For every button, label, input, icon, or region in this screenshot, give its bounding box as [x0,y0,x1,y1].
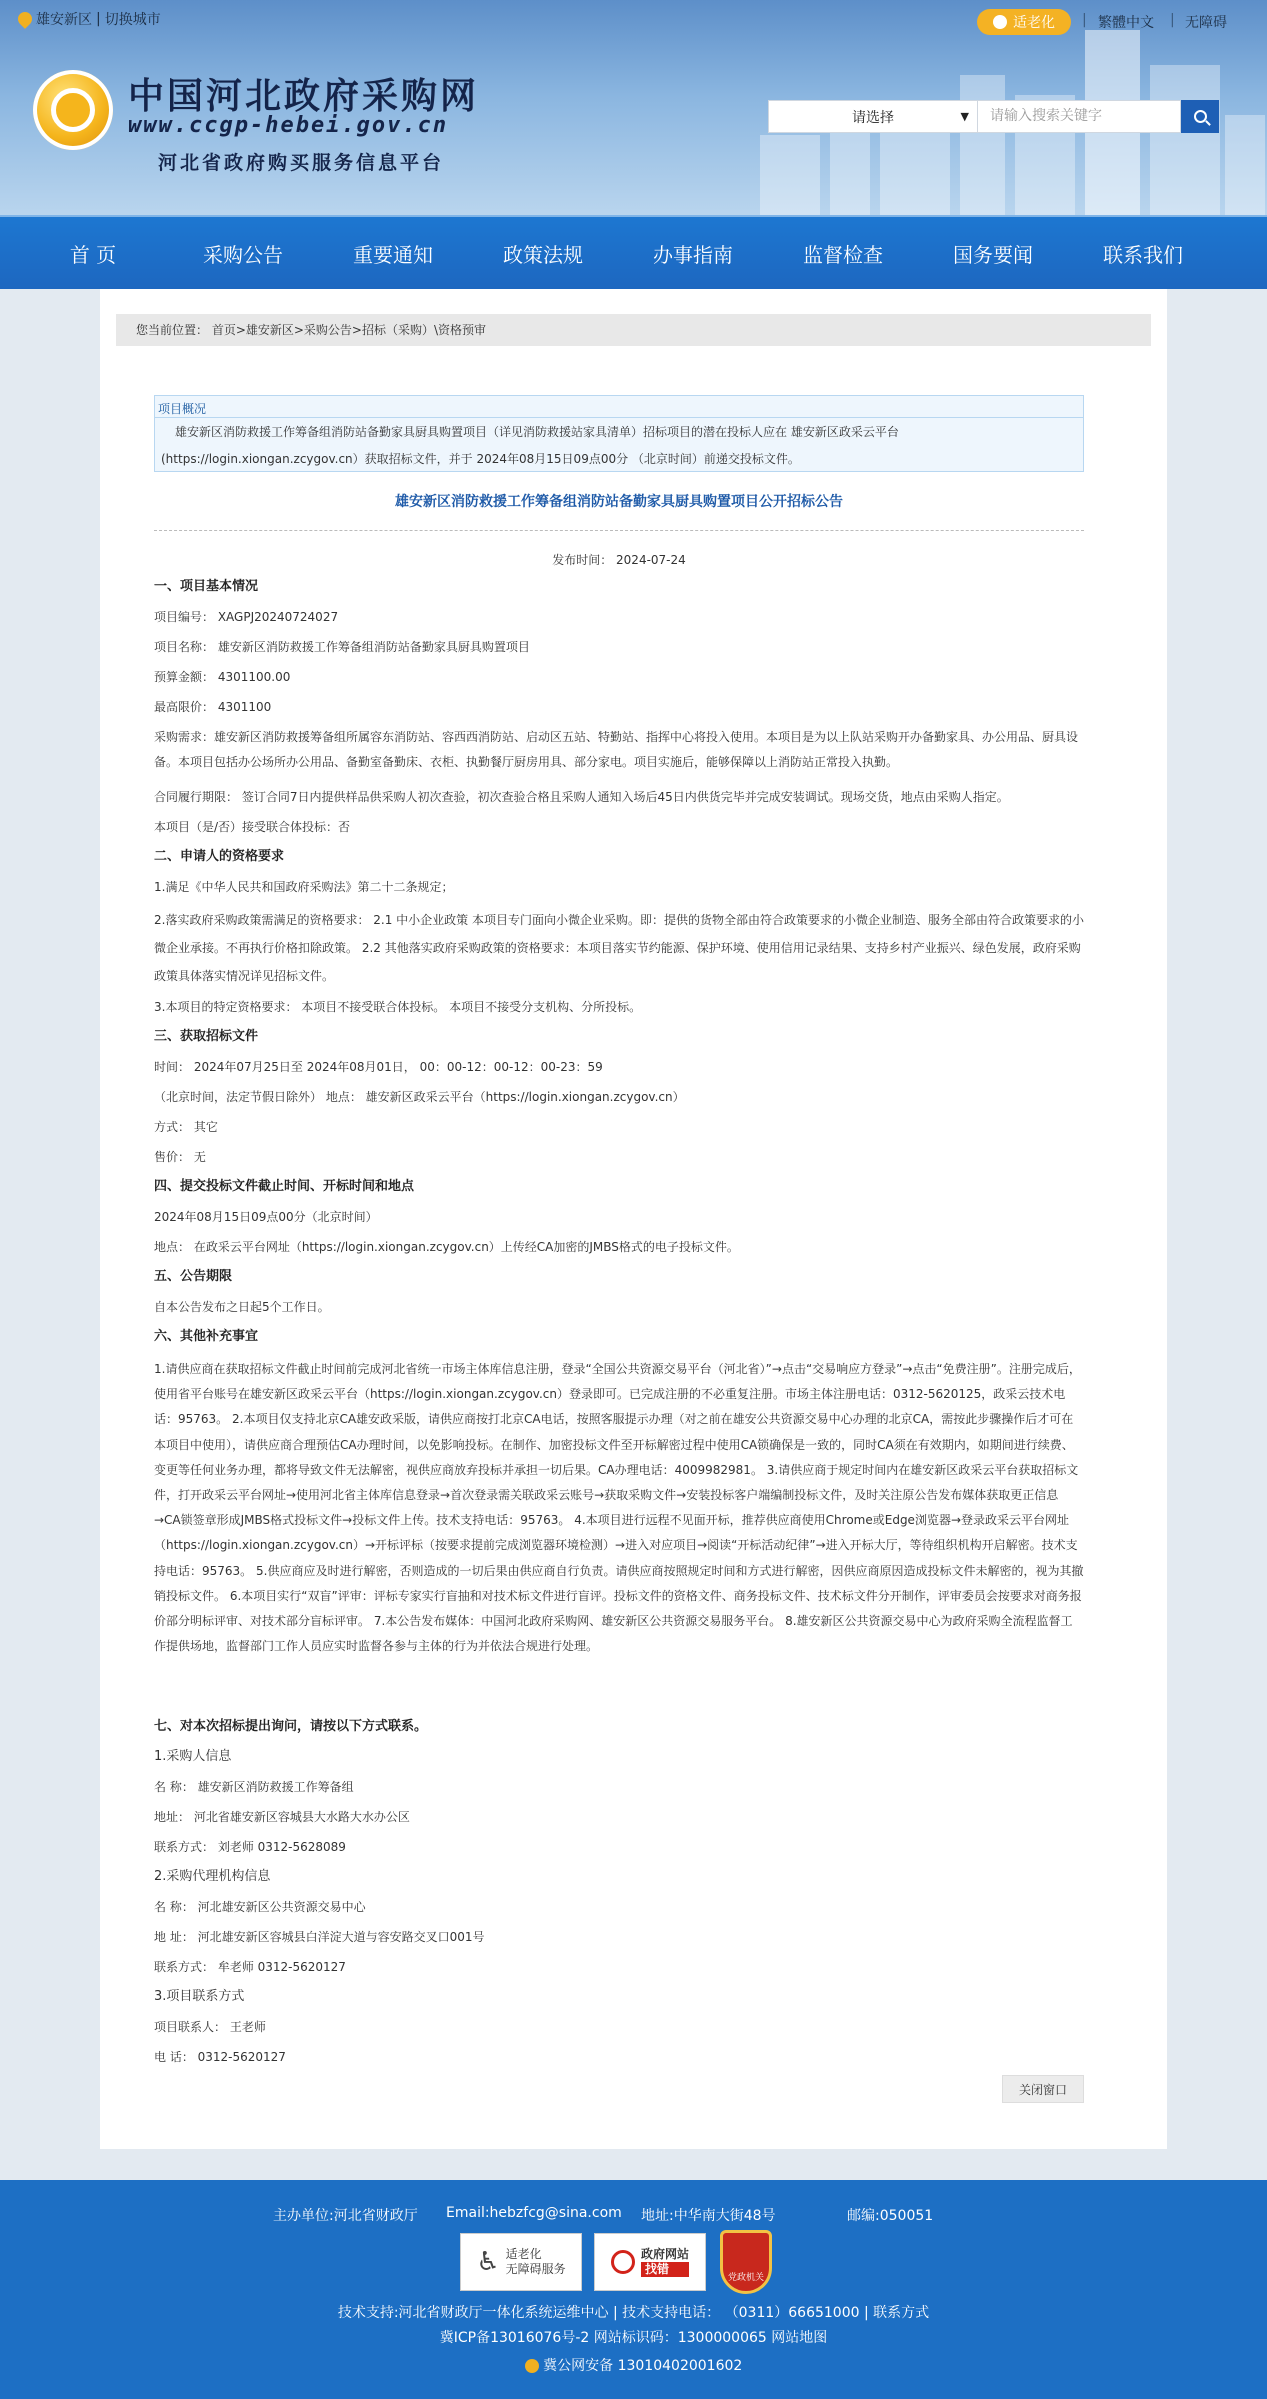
elder-mode-label: 适老化 [1013,15,1055,31]
supplementary-text: 1.请供应商在获取招标文件截止时间前完成河北省统一市场主体库信息注册，登录“全国公共资源交易平台（河北省）”→点击“交易响应方登录”→点击“免费注册”。注册完成后，使用省平台账号在雄安新区政采云平台（https://login.xiongan.zcygov.cn）登录即可。已完成注册的不必重复注册。市场主体注册电话：0312-5620125，政采云技术电话：95763。 2.本项目仅支持北京CA雄安政采版，请供应商按打北京CA电话，按照客服提示办理（对之前在雄安公共资源交易中心办理的北京CA，需按此步骤操作后才可在本项目中使用），请供应商合理预估CA办理时间，以免影响投标。在制作、加密投标文件至开标解密过程中使用CA锁确保是一致的，同时CA须在有效期内，如期间进行续费、变更等任何业务办理，都将导致文件无法解密，视供应商放弃投标并承担一切后果。CA办理电话：4009982981。 3.请供应商于规定时间内在雄安新区政采云平台获取招标文件，打开政采云平台网址→使用河北省主体库信息登录→首次登录需关联政采云账号→获取采购文件→安装投标客户端编制投标文件，及时关注原公告发布媒体获取更正信息→CA锁签章形成JMBS格式投标文件→投标文件上传。技术支持电话：95763。 4.本项目进行远程不见面开标，推荐供应商使用Chrome或Edge浏览器→登录政采云平台网址（https://login.xiongan.zcygov.cn）→开标评标（按要求提前完成浏览器环境检测）→进入对应项目→阅读“开标活动纪律”→进入开标大厅，等待组织机构开启解密。技术支持电话：95763。 5.供应商应及时进行解密，否则造成的一切后果由供应商自行负责。请供应商按照规定时间和方式进行解密，因供应商原因造成投标文件未解密的，视为其撤销投标文件。 6.本项目实行“双盲”评审：评标专家实行盲抽和对技术标文件进行盲评。投标文件的资格文件、商务投标文件、技术标文件分开制作，评审委员会按要求对商务报价部分明标评审、对技术部分盲标评审。 7.本公告发布媒体：中国河北政府采购网、雄安新区公共资源交易服务平台。 8.雄安新区公共资源交易中心为政府采购全流程监督工作提供场地，监督部门工作人员应实时监督各参与主体的行为并依法合规进行处理。 [154,1362,1084,1654]
top-bar [0,0,1267,40]
current-city: 雄安新区 [36,12,92,28]
close-window-button[interactable]: 关闭窗口 [1002,2075,1084,2103]
content-panel [100,289,1167,2149]
elder-accessibility-badge[interactable] [460,2233,582,2291]
overview-text-1: 雄安新区消防救援工作筹备组消防站备勤家具厨具购置项目（详见消防救援站家具清单）招标项目的潜在投标人应在 雄安新区政采云平台 [175,425,899,439]
footer-police[interactable] [0,2355,1267,2375]
nav-supervision[interactable]: 监督检查 [803,243,883,267]
elder-icon [993,15,1007,29]
project-contact-person: 项目联系人： 王老师 [154,2020,266,2034]
site-subtitle: 河北省政府购买服务信息平台 [158,152,445,174]
overview-title: 项目概况 [155,396,1083,418]
footer-support: 技术支持:河北省财政厅一体化系统运维中心 | 技术支持电话： （0311）66651000 | 联系方式 [337,2305,930,2321]
police-badge-icon [525,2359,539,2373]
location-pin-icon [15,9,35,29]
section-heading: 四、提交投标文件截止时间、开标时间和地点 [154,1179,415,1194]
notice-title: 雄安新区消防救援工作筹备组消防站备勤家具厨具购置项目公开招标公告 [395,494,843,510]
consortium-bid: 本项目（是/否）接受联合体投标：否 [154,820,351,834]
nav-state-news[interactable]: 国务要闻 [953,243,1033,267]
logo-emblem [51,88,95,132]
site-title: 中国河北政府采购网 [128,76,480,117]
skyline-building [760,135,820,215]
location-area [18,9,161,29]
obtain-method: 方式： 其它 [154,1120,218,1134]
purchaser-address: 地址： 河北省雄安新区容城县大水路大水办公区 [154,1810,410,1824]
project-name: 项目名称： 雄安新区消防救援工作筹备组消防站备勤家具厨具购置项目 [154,640,530,654]
footer-icp[interactable]: 冀ICP备13016076号-2 网站标识码：1300000065 网站地图 [439,2330,828,2346]
main-nav [0,215,1267,289]
purchaser-name: 名 称： 雄安新区消防救援工作筹备组 [154,1780,354,1794]
badge-text [506,2247,566,2277]
project-contact-phone: 电 话： 0312-5620127 [154,2050,286,2064]
magnifier-icon [611,2250,635,2274]
badge-line: 政府网站 [640,2247,689,2261]
nav-contact[interactable]: 联系我们 [1103,243,1183,267]
nav-guide[interactable]: 办事指南 [653,243,733,267]
elder-mode-button[interactable] [977,9,1071,35]
badge-line: 找错 [641,2262,689,2277]
qualification-1: 1.满足《中华人民共和国政府采购法》第二十二条规定； [154,880,454,894]
search-category-value: 请选择 [852,109,894,126]
agency-address: 地 址： 河北雄安新区容城县白洋淀大道与容安路交叉口001号 [154,1930,485,1944]
search-input[interactable]: 请输入搜索关键字 [978,100,1181,133]
obtain-time: 时间： 2024年07月25日至 2024年08月01日， 00：00-12：00-12：00-23：59 [154,1060,603,1074]
search-icon [1194,110,1207,123]
agency-contact: 联系方式： 牟老师 0312-5620127 [154,1960,346,1974]
section-heading: 六、其他补充事宜 [154,1329,259,1344]
wheelchair-icon: ♿ [476,2247,500,2277]
nav-policy[interactable]: 政策法规 [503,243,583,267]
project-number: 项目编号： XAGPJ20240724027 [154,610,339,624]
subsection-heading: 2.采购代理机构信息 [154,1869,271,1884]
publish-time: 发布时间： 2024-07-24 [552,553,686,567]
search-button[interactable] [1181,100,1219,133]
divider: | [96,11,101,27]
budget-amount: 预算金额： 4301100.00 [154,670,291,684]
footer-address: 地址:中华南大街48号 [641,2208,776,2224]
traditional-chinese-link[interactable]: 繁體中文 [1098,15,1154,31]
procurement-demand: 采购需求：雄安新区消防救援筹备组所属容东消防站、容西西消防站、启动区五站、特勤站、指挥中心将投入使用。本项目是为以上队站采购开办备勤家具、办公用品、厨具设备。本项目包括办公场所办公用品、备勤室备勤床、衣柜、执勤餐厅厨房用具、部分家电。项目实施后，能够保障以上消防站正常投入执勤。 [154,730,1079,769]
badge-line: 党政机关 [727,2273,764,2283]
footer-host: 主办单位:河北省财政厅 [273,2208,418,2224]
divider: | [1082,12,1087,28]
skyline-building [880,120,950,215]
deadline-time: 2024年08月15日09点00分（北京时间） [154,1210,378,1224]
deadline-place: 地点： 在政采云平台网址（https://login.xiongan.zcygov.cn）上传经CA加密的JMBS格式的电子投标文件。 [154,1240,739,1254]
qualification-3: 3.本项目的特定资格要求： 本项目不接受联合体投标。 本项目不接受分支机构、分所投标。 [154,1000,642,1014]
agency-name: 名 称： 河北雄安新区公共资源交易中心 [154,1900,366,1914]
section-heading: 三、获取招标文件 [154,1029,259,1044]
badge-line: 适老化 [505,2247,542,2261]
skyline-building [1150,65,1220,215]
divider [154,530,1084,531]
accessibility-link[interactable]: 无障碍 [1185,15,1227,31]
nav-important-notice[interactable]: 重要通知 [353,243,433,267]
section-heading: 五、公告期限 [154,1269,233,1284]
skyline-building [960,75,1005,215]
breadcrumb[interactable]: 您当前位置： 首页>雄安新区>采购公告>招标（采购）\资格预审 [116,314,1151,346]
purchaser-contact: 联系方式： 刘老师 0312-5628089 [154,1840,346,1854]
site-footer [0,2180,1267,2399]
footer-postcode: 邮编:050051 [847,2208,934,2224]
obtain-place: （北京时间，法定节假日除外） 地点： 雄安新区政采云平台（https://login.xiongan.zcygov.cn） [154,1090,685,1104]
qualification-2: 2.落实政府采购政策需满足的资格要求： 2.1 中小企业政策 本项目专门面向小微企业采购。即：提供的货物全部由符合政策要求的小微企业制造、服务全部由符合政策要求的小微企业承接。不再执行价格扣除政策。 2.2 其他落实政府采购政策的资格要求：本项目落实节约能源、保护环境、使用信用记录结果、支持乡村产业振兴、绿色发展，政府采购政策具体落实情况详见招标文件。 [154,913,1084,983]
max-price: 最高限价： 4301100 [154,700,272,714]
overview-text-2: (https://login.xiongan.zcygov.cn）获取招标文件，并于 2024年08月15日09点00分 （北京时间）前递交投标文件。 [161,452,800,466]
notice-period: 自本公告发布之日起5个工作日。 [154,1300,330,1314]
nav-procurement-notice[interactable]: 采购公告 [203,243,283,267]
party-organ-emblem-icon[interactable] [720,2230,772,2294]
website-error-badge[interactable] [594,2233,706,2291]
site-header [0,0,1267,215]
subsection-heading: 3.项目联系方式 [154,1989,245,2004]
switch-city-link[interactable]: 切换城市 [104,12,161,28]
skyline-building [1225,115,1265,215]
section-heading: 二、申请人的资格要求 [154,849,285,864]
divider: | [1170,12,1175,28]
search-category-select[interactable] [768,100,978,133]
subsection-heading: 1.采购人信息 [154,1749,232,1764]
footer-email[interactable]: Email:hebzfcg@sina.com [446,2205,622,2221]
section-heading: 七、对本次招标提出询问，请按以下方式联系。 [154,1719,428,1734]
footer-police-text: 冀公网安备 13010402001602 [543,2358,743,2374]
site-url: www.ccgp-hebei.gov.cn [128,113,449,138]
chevron-down-icon: ▼ [960,110,969,123]
nav-home[interactable]: 首 页 [69,243,117,267]
site-logo-icon[interactable] [33,70,113,150]
section-heading: 一、项目基本情况 [154,579,259,594]
badge-text [641,2247,689,2277]
contract-term: 合同履行期限： 签订合同7日内提供样品供采购人初次查验，初次查验合格且采购人通知入场后45日内供货完毕并完成安装调试。现场交货，地点由采购人指定。 [154,790,1009,804]
project-overview-box [154,395,1084,472]
obtain-price: 售价： 无 [154,1150,206,1164]
badge-line: 无障碍服务 [505,2262,566,2276]
